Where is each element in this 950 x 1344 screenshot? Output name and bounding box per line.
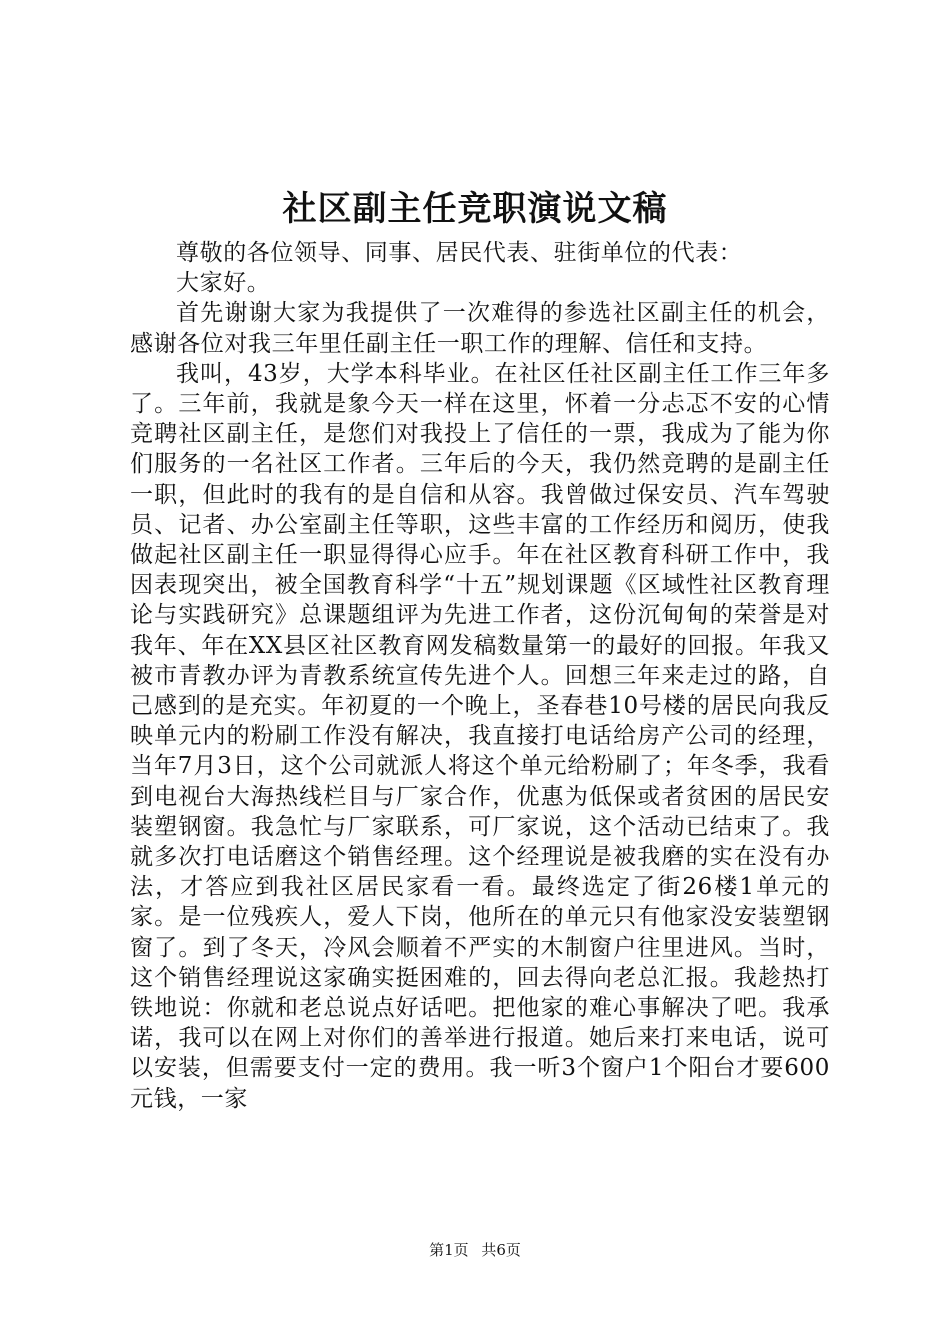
- hello-paragraph: 大家好。: [176, 270, 271, 297]
- page-number-current: 第1页: [429, 1241, 469, 1259]
- document-title: 社区副主任竞职演说文稿: [282, 189, 668, 229]
- page-number-total: 共6页: [481, 1241, 521, 1259]
- page-footer: [0, 1240, 950, 1260]
- greeting-paragraph: 尊敬的各位领导、同事、居民代表、驻街单位的代表：: [176, 240, 743, 266]
- document-body: [130, 238, 830, 1114]
- introduction-paragraph: 我叫，43岁，大学本科毕业。在社区任社区副主任工作三年多了。三年前，我就是象今天一样在这里，怀着一分忐忑不安的心情竞聘社区副主任，是您们对我投上了信任的一票，我成为了能为你们服务的一名社区工作者。三年后的今天，我仍然竞聘的是副主任一职，但此时的我有的是自信和从容。我曾做过保安员、汽车驾驶员、记者、办公室副主任等职，这些丰富的工作经历和阅历，使我做起社区副主任一职显得得心应手。年在社区教育科研工作中，我因表现突出，被全国教育科学“十五”规划课题《区域性社区教育理论与实践研究》总课题组评为先进工作者，这份沉甸甸的荣誉是对我年、年在XX县区社区教育网发稿数量第一的最好的回报。年我又被市青教办评为青教系统宣传先进个人。回想三年来走过的路，自己感到的是充实。年初夏的一个晚上，圣春巷10号楼的居民向我反映单元内的粉刷工作没有解决，我直接打电话给房产公司的经理，当年7月3日，这个公司就派人将这个单元给粉刷了；年冬季，我看到电视台大海热线栏目与厂家合作，优惠为低保或者贫困的居民安装塑钢窗。我急忙与厂家联系，可厂家说，这个活动已结束了。我就多次打电话磨这个销售经理。这个经理说是被我磨的实在没有办法，才答应到我社区居民家看一看。最终选定了街26楼1单元的家。是一位残疾人，爱人下岗，他所在的单元只有他家没安装塑钢窗了。到了冬天，冷风会顺着不严实的木制窗户往里进风。当时，这个销售经理说这家确实挺困难的，回去得向老总汇报。我趁热打铁地说：你就和老总说点好话吧。把他家的难心事解决了吧。我承诺，我可以在网上对你们的善举进行报道。她后来打来电话，说可以安装，但需要支付一定的费用。我一听3个窗户1个阳台才要600元钱，一家: [130, 360, 830, 1112]
- thanks-paragraph: 首先谢谢大家为我提供了一次难得的参选社区副主任的机会，感谢各位对我三年里任副主任一职工作的理解、信任和支持。: [130, 300, 830, 357]
